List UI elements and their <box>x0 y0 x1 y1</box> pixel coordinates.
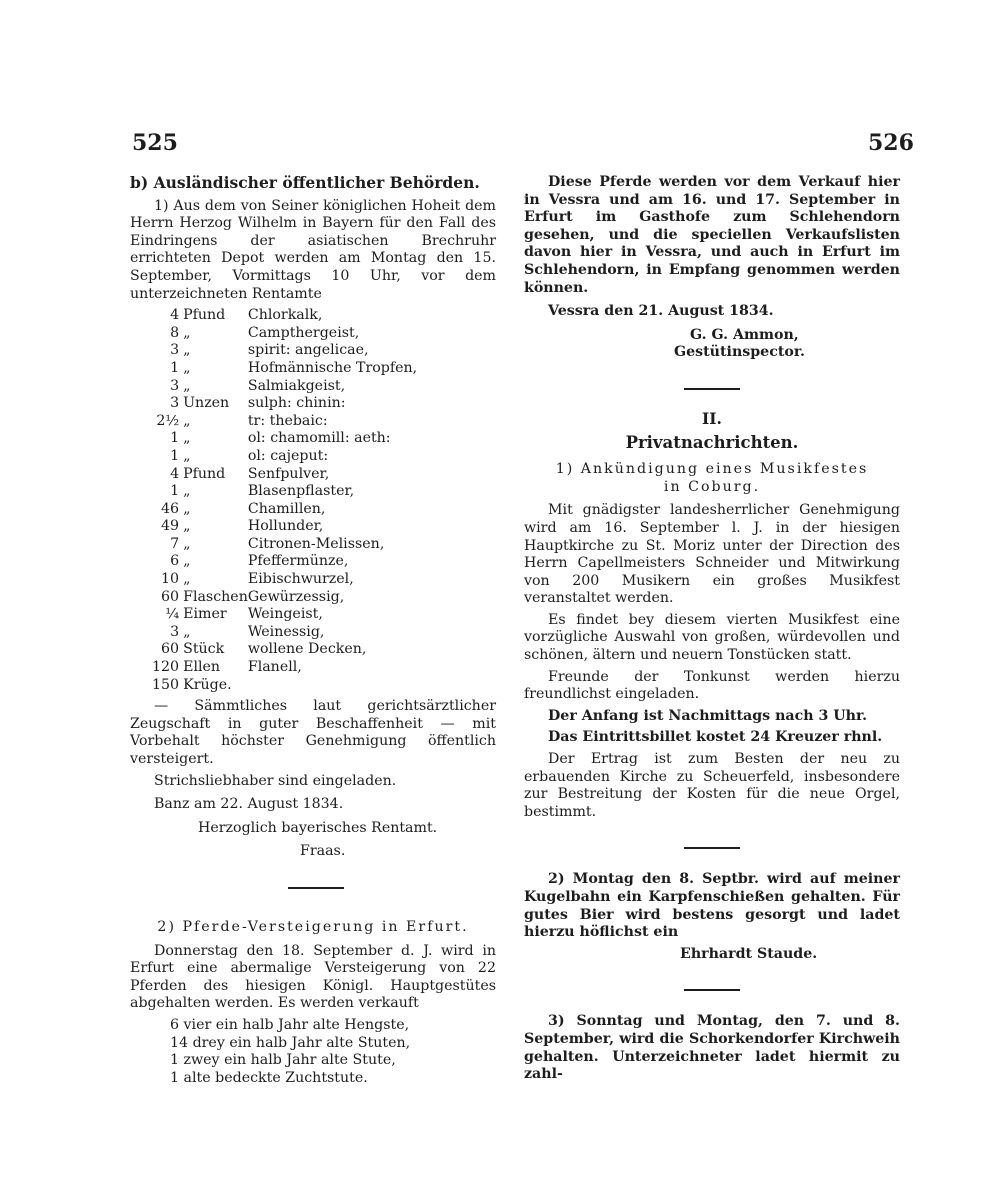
p1-para2: Es findet bey diesem vierten Musikfest eine vorzügliche Auswahl von großen, würdevollen und schönen, ältern und neuern Tonstücken statt. <box>524 611 900 664</box>
divider-rule <box>684 388 740 390</box>
item-quantity: 1 <box>170 359 180 376</box>
item-name: Senfpulver, <box>247 465 330 482</box>
item-quantity: ¼ <box>165 606 180 623</box>
right-column <box>524 174 900 1084</box>
item-quantity: 4 <box>170 307 180 324</box>
item-quantity: 8 <box>170 324 180 341</box>
item-name: Hollunder, <box>247 518 324 535</box>
item-unit: „ <box>183 535 191 552</box>
p1-para5: Das Eintrittsbillet kostet 24 Kreuzer rhnl. <box>548 729 883 746</box>
table-row <box>152 342 417 360</box>
item-name: Salmiakgeist, <box>247 377 346 394</box>
table-row <box>152 624 417 642</box>
notice1-invite: Strichsliebhaber sind eingeladen. <box>154 772 397 789</box>
p2-text: 2) Montag den 8. Septbr. wird auf meiner Kugelbahn ein Karpfenschießen gehalten. Für gutes Bier wird bestens gesorgt und ladet hierzu höflichst ein <box>524 871 900 941</box>
table-row <box>152 360 417 378</box>
item-quantity: 46 <box>161 500 180 517</box>
item-name: Campthergeist, <box>247 324 360 341</box>
item-unit: „ <box>183 518 191 535</box>
item-quantity: 60 <box>161 641 180 658</box>
item-unit: „ <box>183 553 191 570</box>
divider-rule <box>288 887 344 889</box>
item-unit: Pfund <box>183 465 226 482</box>
p3-text: 3) Sonntag und Montag, den 7. und 8. September, wird die Schorkendorfer Kirchweih gehalten. Unterzeichneter ladet hiermit zu zahl- <box>524 1013 900 1083</box>
list-item: 1 zwey ein halb Jahr alte Stute, <box>170 1052 396 1069</box>
table-row <box>152 606 417 624</box>
item-unit: Ellen <box>183 659 221 676</box>
item-name <box>248 677 417 695</box>
table-row <box>152 553 417 571</box>
table-row <box>152 378 417 396</box>
item-name: Chamillen, <box>247 500 326 517</box>
item-quantity: 3 <box>170 395 180 412</box>
item-quantity: 7 <box>170 535 180 552</box>
item-name: Eibischwurzel, <box>247 571 354 588</box>
p2-signature: Ehrhardt Staude. <box>680 945 818 962</box>
item-unit: „ <box>183 324 191 341</box>
p1-para3: Freunde der Tonkunst werden hierzu freundlichst eingeladen. <box>524 668 900 703</box>
item-unit: „ <box>183 430 191 447</box>
notice2-signature-name: G. G. Ammon, <box>690 326 799 343</box>
item-quantity: 3 <box>170 377 180 394</box>
item-name: tr: thebaic: <box>247 412 328 429</box>
left-page-number: 525 <box>132 130 178 156</box>
item-unit: „ <box>183 623 191 640</box>
item-name: Gewürzessig, <box>247 588 345 605</box>
divider-rule <box>684 989 740 991</box>
table-row <box>152 483 417 501</box>
item-unit: „ <box>183 500 191 517</box>
list-item: 1 alte bedeckte Zuchtstute. <box>170 1069 368 1086</box>
item-name: Chlorkalk, <box>247 307 323 324</box>
table-row <box>152 466 417 484</box>
table-row <box>152 536 417 554</box>
p1-para1: Mit gnädigster landesherrlicher Genehmigung wird am 16. September l. J. in der hiesigen Hauptkirche zu St. Moriz unter der Direction des Herrn Capellmeisters Schneider und Mitwirkung von 200 Musikern ein großes Musikfest veranstaltet werden. <box>524 502 900 607</box>
p1-para4: Der Anfang ist Nachmittags nach 3 Uhr. <box>548 707 868 724</box>
notice2-title: 2) Pferde-Versteigerung in Erfurt. <box>157 918 469 935</box>
item-unit: Stück <box>183 641 225 658</box>
item-unit: „ <box>183 342 191 359</box>
section-roman-numeral: II. <box>702 408 722 428</box>
item-unit: Pfund <box>183 307 226 324</box>
item-quantity: 6 <box>170 553 180 570</box>
notice2-signature-title: Gestütinspector. <box>674 344 805 361</box>
horse-list <box>170 1017 496 1087</box>
list-item: 14 drey ein halb Jahr alte Stuten, <box>170 1034 411 1051</box>
item-name: ol: cajeput: <box>247 447 329 464</box>
item-unit: „ <box>183 447 191 464</box>
item-name: Flanell, <box>247 659 302 676</box>
item-quantity: 120 <box>152 659 180 676</box>
notice1-signature: Fraas. <box>300 843 346 860</box>
item-name: wollene Decken, <box>247 641 367 658</box>
p1-para6: Der Ertrag ist zum Besten der neu zu erbauenden Kirche zu Scheuerfeld, insbesondere zur Bestreitung der Kosten für die neue Orgel, bestimmt. <box>524 751 900 820</box>
table-row <box>152 395 417 413</box>
notice2-continuation: Diese Pferde werden vor dem Verkauf hier in Vessra und am 16. und 17. September in Erfurt im Gasthofe zum Schlehendorn gesehen, und die speciellen Verkaufslisten davon hier in Vessra, und auch in Erfurt im Schlehendorn, in Empfang genommen werden können. <box>524 174 900 296</box>
table-row <box>152 501 417 519</box>
item-unit: „ <box>183 483 191 500</box>
item-quantity: 150 <box>152 676 180 693</box>
table-row <box>152 448 417 466</box>
table-row <box>152 413 417 431</box>
item-unit: „ <box>183 359 191 376</box>
item-unit: „ <box>183 412 191 429</box>
item-quantity: 60 <box>161 588 180 605</box>
item-quantity: 2½ <box>156 412 180 429</box>
item-list <box>152 307 417 694</box>
notice1-date: Banz am 22. August 1834. <box>154 796 344 813</box>
item-unit: Eimer <box>183 606 227 623</box>
section-heading-foreign-authorities: b) Ausländischer öffentlicher Behörden. <box>130 173 480 192</box>
item-name: Weingeist, <box>247 606 323 623</box>
table-row <box>152 325 417 343</box>
item-quantity: 49 <box>161 518 180 535</box>
item-quantity: 3 <box>170 342 180 359</box>
item-unit: Unzen <box>183 395 230 412</box>
p1-title: 1) Ankündigung eines Musikfestes in Coburg. <box>555 461 869 495</box>
list-item: 6 vier ein halb Jahr alte Hengste, <box>170 1016 410 1033</box>
notice2-date: Vessra den 21. August 1834. <box>548 303 774 320</box>
table-row <box>152 659 417 677</box>
table-row <box>152 589 417 607</box>
right-page-number: 526 <box>868 130 914 156</box>
table-row <box>152 641 417 659</box>
item-name: Weinessig, <box>247 623 325 640</box>
notice1-intro: 1) Aus dem von Seiner königlichen Hoheit dem Herrn Herzog Wilhelm in Bayern für den Fall des Eindringens der asiatischen Brechruhr errichteten Depot werden am Montag den 15. September, Vormittags 10 Uhr, vor dem unterzeichneten Rentamte <box>130 197 496 302</box>
item-name: Hofmännische Tropfen, <box>247 359 418 376</box>
item-quantity: 3 <box>170 623 180 640</box>
item-name: Citronen-Melissen, <box>247 535 385 552</box>
left-column <box>130 174 496 1091</box>
item-unit: „ <box>183 571 191 588</box>
item-unit: „ <box>183 377 191 394</box>
notice1-body: — Sämmtliches laut gerichtsärztlicher Zeugschaft in guter Beschaffenheit — mit Vorbehalt höchster Genehmigung öffentlich versteigert. <box>130 698 496 767</box>
notice2-body: Donnerstag den 18. September d. J. wird in Erfurt eine abermalige Versteigerung von 22 Pferden des hiesigen Königl. Hauptgestütes abgehalten werden. Es werden verkauft <box>130 942 496 1012</box>
table-row <box>152 430 417 448</box>
table-row <box>152 307 417 325</box>
item-name: Pfeffermünze, <box>247 553 349 570</box>
item-quantity: 1 <box>170 447 180 464</box>
item-name: spirit: angelicae, <box>247 342 369 359</box>
item-quantity: 1 <box>170 483 180 500</box>
item-name: sulph: chinin: <box>247 395 346 412</box>
section-title-private-notices: Privatnachrichten. <box>625 432 799 452</box>
table-row <box>152 518 417 536</box>
item-name: Blasenpflaster, <box>247 483 355 500</box>
item-unit: Flaschen <box>183 588 248 605</box>
item-quantity: 4 <box>170 465 180 482</box>
table-row <box>152 677 417 695</box>
item-quantity: 1 <box>170 430 180 447</box>
table-row <box>152 571 417 589</box>
item-unit: Krüge. <box>183 676 232 693</box>
divider-rule <box>684 847 740 849</box>
item-quantity: 10 <box>161 571 180 588</box>
item-name: ol: chamomill: aeth: <box>247 430 391 447</box>
notice1-office: Herzoglich bayerisches Rentamt. <box>198 819 438 836</box>
